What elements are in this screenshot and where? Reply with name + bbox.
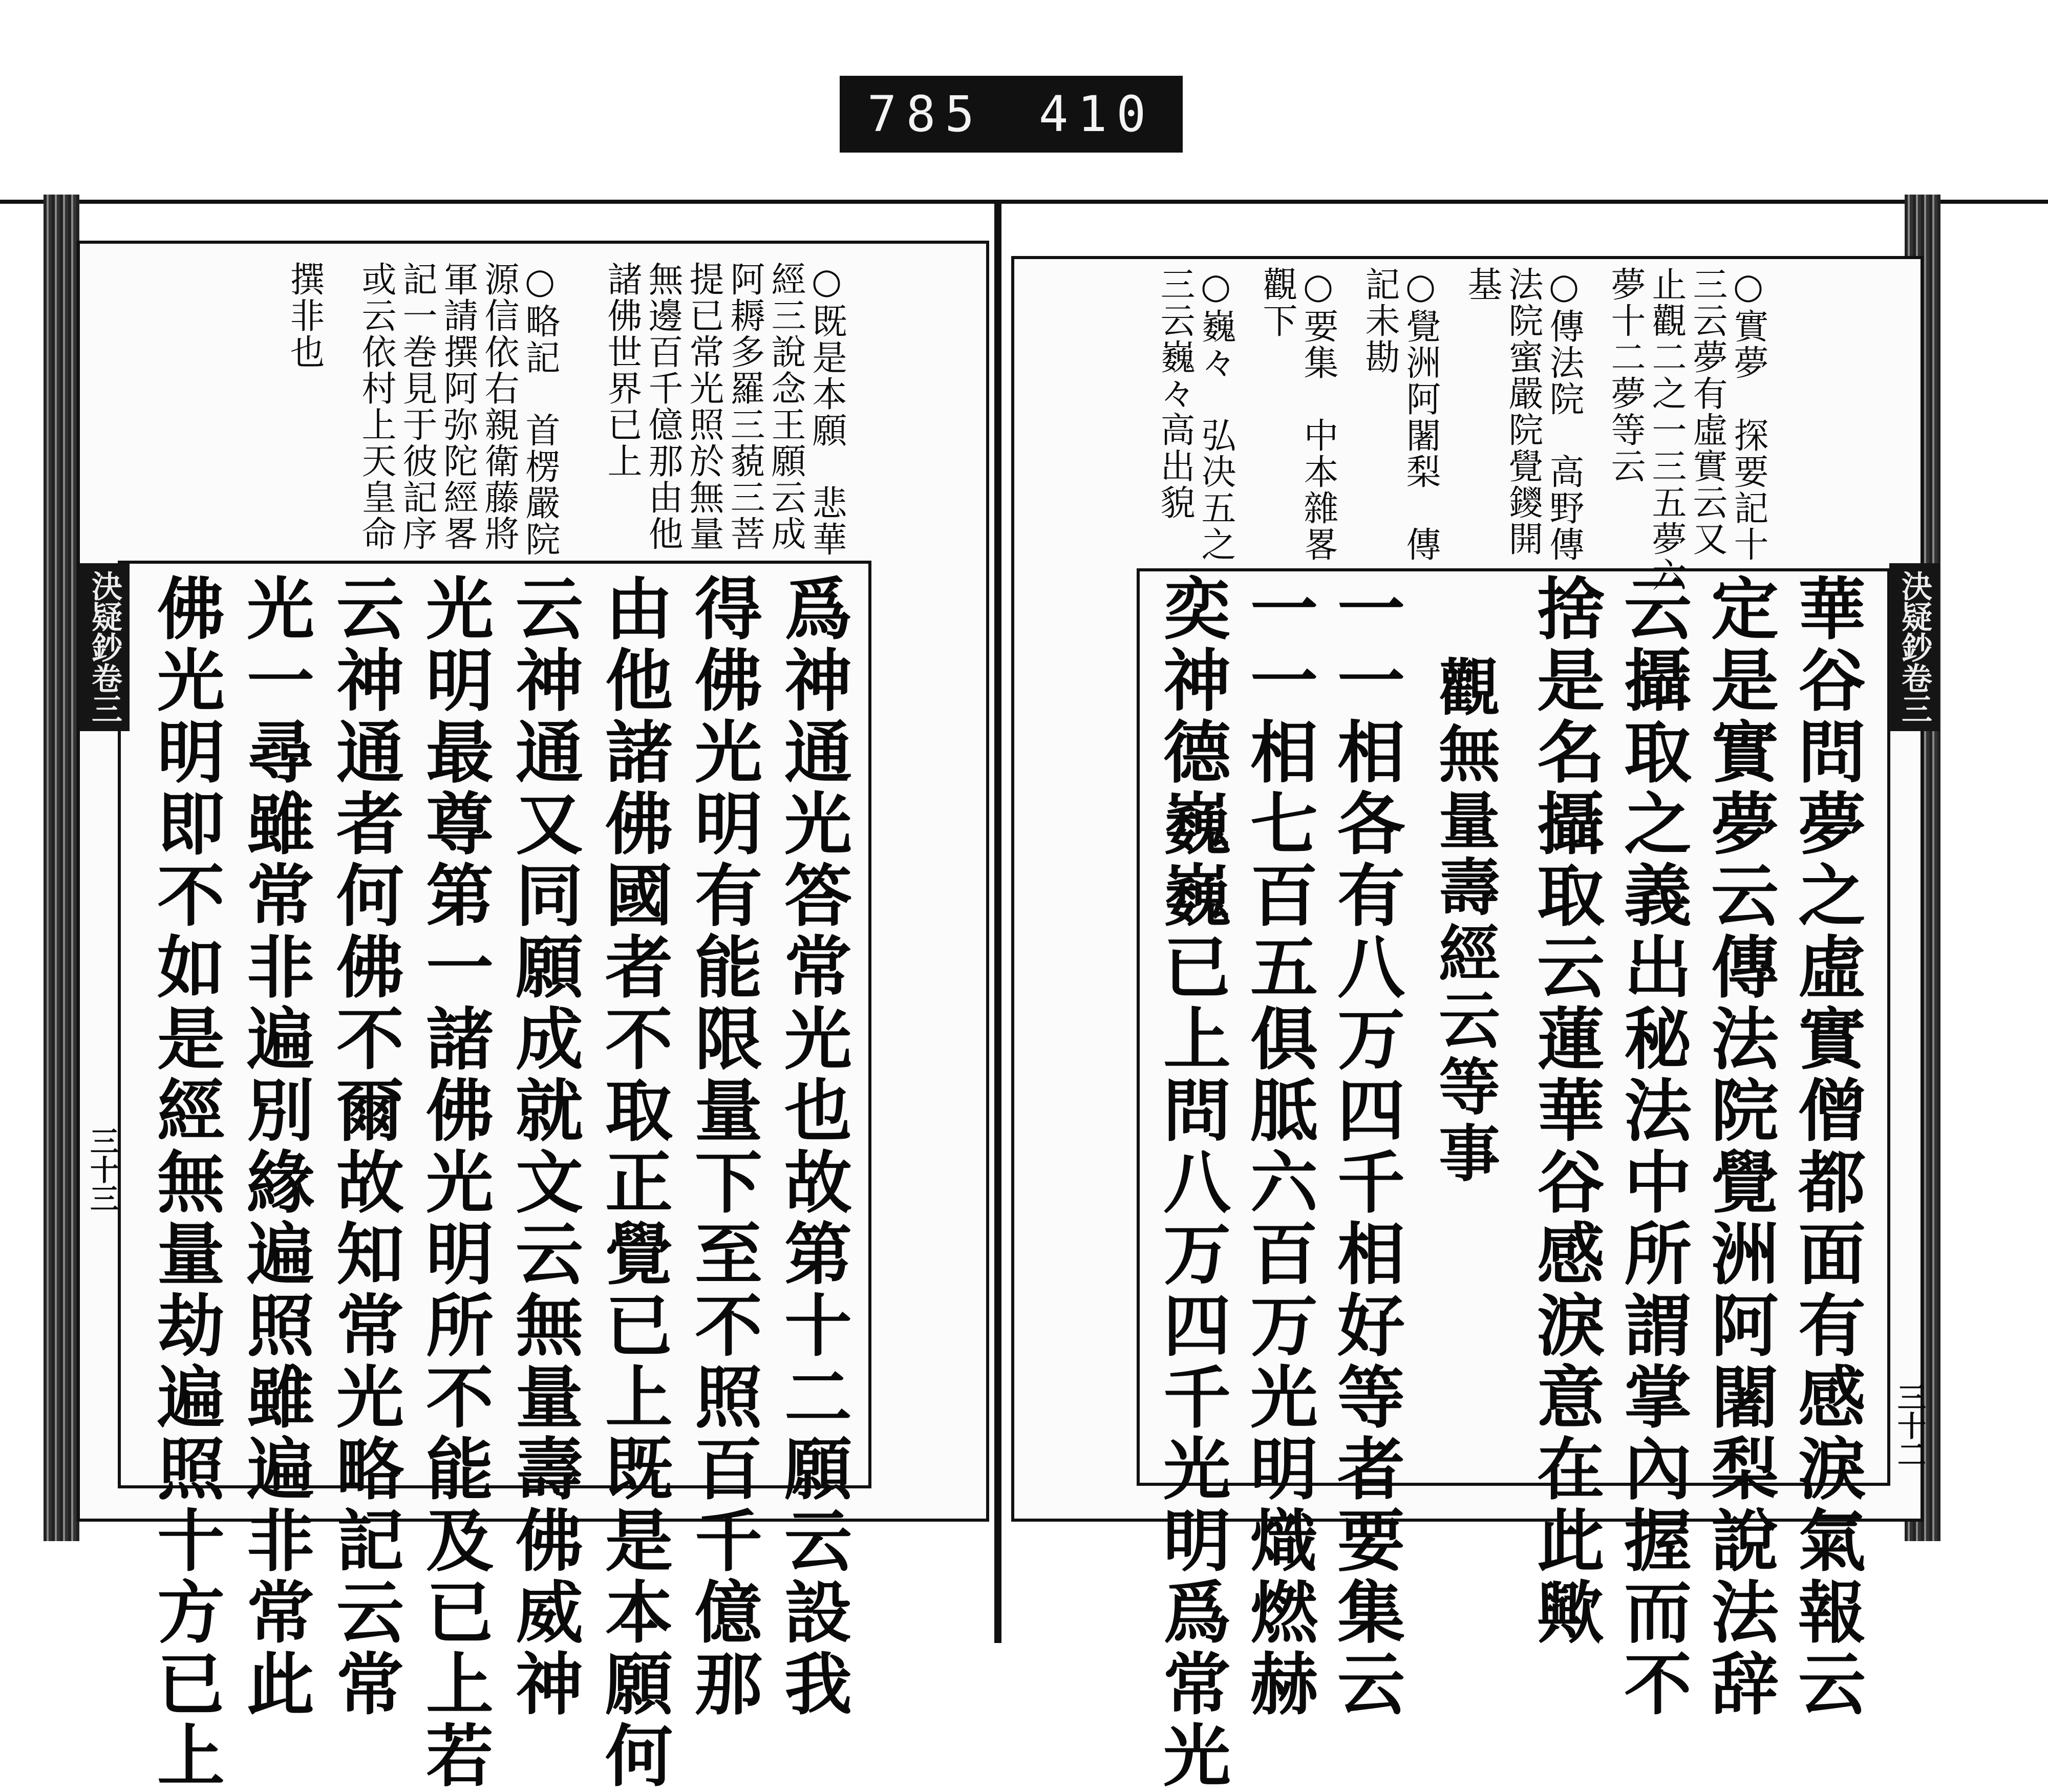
right-note-column: 基 — [1462, 266, 1502, 303]
right-main-column: 定是實夢云傳法院覺洲阿闍梨說法辞 — [1699, 573, 1779, 1720]
right-note-column: 記未勘 — [1359, 266, 1400, 375]
left-page-edge — [44, 195, 79, 1541]
left-main-column: 云神通者何佛不爾故知常光略記云常 — [325, 573, 404, 1720]
left-note-column: 諸佛世界已上 — [602, 261, 642, 479]
left-note-column: 或云依村上天皇命 — [356, 261, 396, 552]
left-folio: 三十三 — [86, 1126, 119, 1212]
archive-number-left: 785 — [867, 86, 984, 143]
right-main-column: 捨是名攝取云蓮華谷感淚意在此歟 — [1525, 573, 1605, 1649]
left-note-column: 無邊百千億那由他 — [643, 261, 683, 552]
left-note-column: 經三說念王願云成 — [765, 261, 806, 552]
section-heading: 觀無量壽經云等事 — [1428, 655, 1501, 1188]
left-main-column: 佛光明即不如是經無量劫遍照十方已上 — [145, 573, 225, 1792]
left-note-column: 記一巻見于彼記序 — [397, 261, 437, 552]
left-main-column: 得佛光明有能限量下至不照百千億那 — [683, 573, 762, 1720]
book-spine — [994, 200, 1001, 1643]
right-note-column: 觀下 — [1257, 266, 1297, 339]
right-note-column: ○實夢 探要記十 — [1728, 266, 1768, 563]
right-note-column: ○要集 中本雜畧 — [1298, 266, 1338, 563]
right-folio: 三十二 — [1893, 1382, 1927, 1468]
left-note-column: 源信依右親衛藤將 — [479, 261, 519, 552]
left-note-column: ○略記 首楞嚴院 — [520, 261, 560, 558]
left-margin-tab: 決疑鈔卷三 — [79, 563, 130, 731]
top-rule — [0, 200, 2048, 204]
left-main-column: 由他諸佛國者不取正覺已上既是本願何 — [593, 573, 673, 1792]
left-main-column: 爲神通光答常光也故第十二願云設我 — [773, 573, 852, 1720]
left-note-column: 撰非也 — [284, 261, 325, 370]
right-main-column: 一一相七百五俱胝六百万光明熾燃赫 — [1239, 573, 1318, 1720]
left-note-column: 阿耨多羅三藐三菩 — [724, 261, 765, 552]
right-note-column: ○巍々 弘决五之 — [1196, 266, 1236, 563]
archive-number-right: 410 — [1038, 86, 1156, 143]
left-note-column: 軍請撰阿弥陀經畧 — [438, 261, 478, 552]
right-note-column: 三云巍々高出貌 — [1155, 266, 1195, 521]
left-main-column: 光一尋雖常非遍別緣遍照雖遍非常此 — [235, 573, 314, 1720]
right-note-column: 夢十二夢等云 — [1605, 266, 1646, 484]
left-note-column: 提已常光照於無量 — [684, 261, 724, 552]
right-note-column: ○覺洲阿闍梨 傳 — [1400, 266, 1441, 563]
right-margin-tab: 決疑鈔卷三 — [1889, 563, 1939, 731]
right-main-column: 華谷問夢之虛實僧都面有感淚氣報云 — [1786, 573, 1866, 1720]
left-main-column: 光明最尊第一諸佛光明所不能及已上若 — [414, 573, 494, 1792]
right-main-column: 一一相各有八万四千相好等者要集云 — [1326, 573, 1405, 1720]
right-main-column: 云攝取之義出秘法中所謂掌內握而不 — [1612, 573, 1692, 1720]
archive-label-plate — [840, 76, 1183, 153]
right-note-column: ○傳法院 高野傳 — [1544, 266, 1584, 563]
right-note-column: 止觀二之一三五夢六 — [1646, 266, 1687, 593]
right-note-column: 法院蜜嚴院覺鑁開 — [1503, 266, 1543, 557]
right-note-column: 三云夢有虛實云又 — [1687, 266, 1727, 557]
left-main-column: 云神通又同願成就文云無量壽佛威神 — [504, 573, 583, 1720]
right-main-column: 奕神德巍巍已上問八万四千光明爲常光 — [1151, 573, 1231, 1792]
left-note-column: ○既是本願 悲華 — [806, 261, 847, 558]
